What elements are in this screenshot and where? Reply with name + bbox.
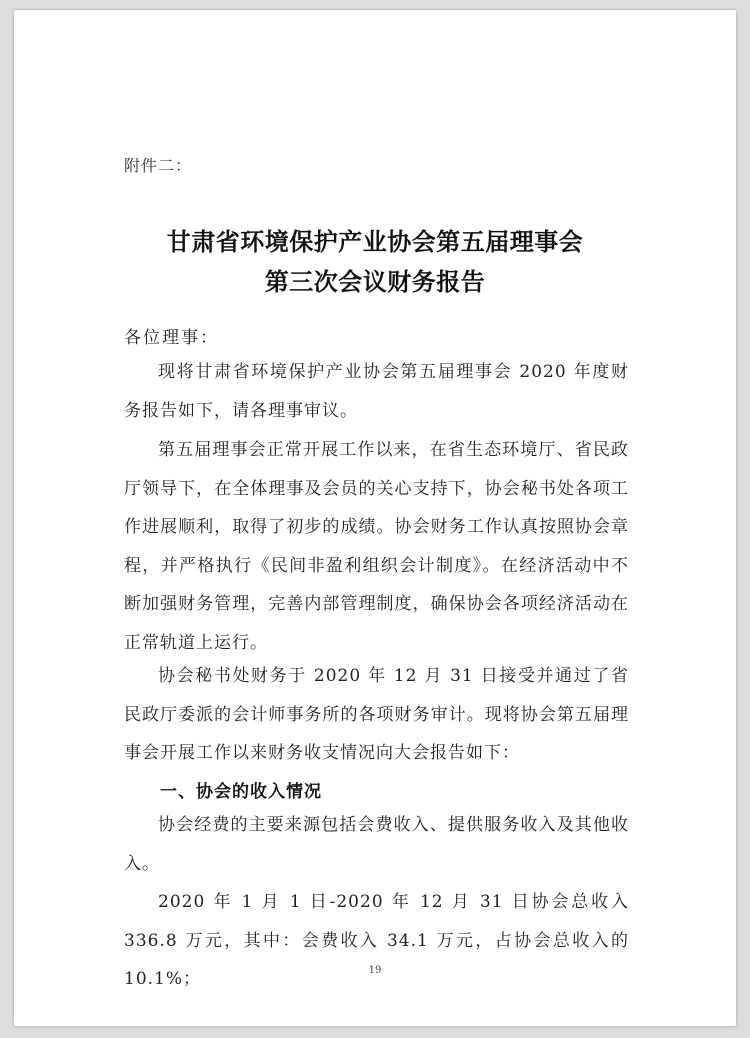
paragraph-income-sources: 协会经费的主要来源包括会费收入、提供服务收入及其他收入。 <box>124 815 629 874</box>
report-title-line1: 甘肃省环境保护产业协会第五届理事会 <box>166 228 584 256</box>
salutation: 各位理事： <box>124 328 219 348</box>
paragraph-intro: 现将甘肃省环境保护产业协会第五届理事会 2020 年度财务报告如下，请各理事审议。 <box>124 362 629 421</box>
attachment-label: 附件二： <box>124 156 193 175</box>
paragraph-audit: 协会秘书处财务于 2020 年 12 月 31 日接受并通过了省民政厅委派的会计师事务所的各项财务审计。现将协会第五届理事会开展工作以来财务收支情况向大会报告如下： <box>124 666 629 763</box>
page-number: 19 <box>368 965 382 976</box>
paragraph-overview: 第五届理事会正常开展工作以来，在省生态环境厅、省民政厅领导下，在全体理事及会员的关心支持下，协会秘书处各项工作进展顺利，取得了初步的成绩。协会财务工作认真按照协会章程，并严格执行《民间非盈利组织会计制度》。在经济活动中不断加强财务管理，完善内部管理制度，确保协会各项经济活动在正常轨道上运行。 <box>124 440 629 653</box>
paragraph-income-total: 2020 年 1 月 1 日-2020 年 12 月 31 日协会总收入 336.8 万元，其中：会费收入 34.1 万元，占协会总收入的 10.1%； <box>124 892 629 989</box>
section-heading-income: 一、协会的收入情况 <box>160 782 322 802</box>
report-title-line2: 第三次会议财务报告 <box>264 268 486 296</box>
document-page <box>14 10 736 1026</box>
